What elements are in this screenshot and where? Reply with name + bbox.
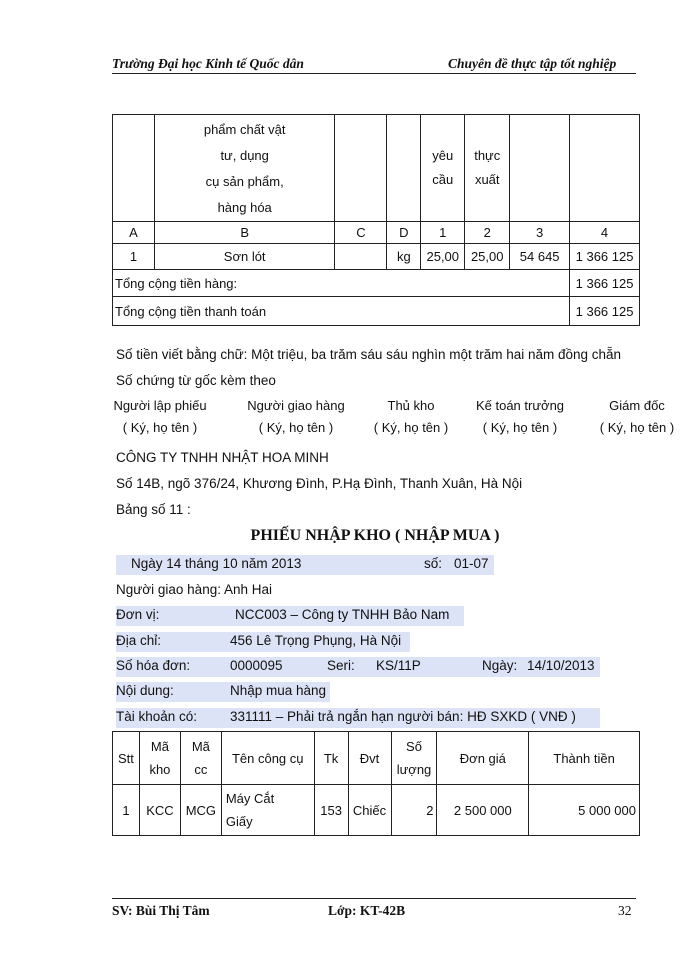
- amount-in-words: Số tiền viết bằng chữ: Một triệu, ba trăm sáu sáu nghìn một trăm hai năm đồng chẵn: [116, 347, 622, 362]
- row-code: [335, 244, 387, 270]
- requested-label-line: yêu: [432, 148, 454, 163]
- invoice-date-value: 14/10/2013: [527, 658, 595, 673]
- signature-note: ( Ký, họ tên ): [122, 420, 198, 435]
- header-label-line: cc: [194, 762, 208, 777]
- receipt-date: Ngày 14 tháng 10 năm 2013: [131, 556, 302, 571]
- signature-role: Người lập phiếu: [113, 398, 207, 413]
- signature-chief-accountant: [467, 398, 573, 435]
- row-amount: 5 000 000: [529, 785, 640, 836]
- company-address: Số 14B, ngõ 376/24, Khương Đình, P.Hạ Đình, Thanh Xuân, Hà Nội: [116, 476, 523, 491]
- header-warehouse-code: [139, 732, 180, 785]
- header-label-line: Đvt: [359, 750, 380, 766]
- goods-table: [112, 114, 640, 326]
- footer-rule: [112, 898, 636, 899]
- signature-deliverer: [235, 398, 357, 435]
- total-goods-value: 1 366 125: [570, 270, 640, 297]
- code-cell: 1: [421, 222, 465, 244]
- signature-note: ( Ký, họ tên ): [482, 420, 558, 435]
- row-name: Sơn lót: [154, 244, 335, 270]
- total-payment-value: 1 366 125: [570, 297, 640, 326]
- item-name-label-line: hàng hóa: [217, 200, 272, 215]
- row-requested: 25,00: [421, 244, 465, 270]
- row-stt: 1: [113, 244, 155, 270]
- header-account: [314, 732, 348, 785]
- item-name-label-line: phẩm chất vật: [203, 122, 286, 137]
- total-payment-row: [113, 297, 640, 326]
- header-tool-name: [221, 732, 314, 785]
- invoice-date-label: Ngày:: [482, 658, 518, 673]
- header-label-line: Tk: [323, 750, 339, 766]
- seri-label: Seri:: [327, 658, 355, 673]
- receipt-header-row: [113, 732, 640, 785]
- goods-header-item-cell: [154, 115, 335, 222]
- row-unit: Chiếc: [348, 785, 391, 836]
- header-stt: [113, 732, 140, 785]
- page-number: 32: [618, 903, 632, 918]
- code-cell: 2: [465, 222, 510, 244]
- signature-role: Giám đốc: [609, 398, 665, 413]
- header-quantity: [391, 732, 437, 785]
- header-label-line: Số: [406, 739, 422, 754]
- header-unit: [348, 732, 391, 785]
- header-title: Chuyên đề thực tập tốt nghiệp: [448, 56, 617, 71]
- unit-value: NCC003 – Công ty TNHH Bảo Nam: [235, 607, 450, 622]
- table-row: [113, 244, 640, 270]
- row-warehouse: KCC: [139, 785, 180, 836]
- total-goods-row: [113, 270, 640, 297]
- actual-label-line: xuất: [474, 172, 500, 187]
- header-label-line: Mã: [150, 739, 169, 754]
- actual-label-line: thực: [474, 148, 501, 163]
- signature-block: [113, 398, 693, 444]
- row-tool-code: MCG: [180, 785, 221, 836]
- row-account: 153: [314, 785, 348, 836]
- header-stt-label: Stt: [118, 750, 134, 766]
- code-cell: 4: [570, 222, 640, 244]
- tool-name-line: Máy Cắt: [225, 791, 275, 806]
- total-goods-label: Tổng cộng tiền hàng:: [113, 270, 570, 297]
- header-school: Trường Đại học Kinh tế Quốc dân: [112, 56, 304, 71]
- deliverer: Người giao hàng: Anh Hai: [116, 582, 272, 597]
- row-stt: 1: [113, 785, 140, 836]
- requested-label-line: cầu: [432, 172, 454, 187]
- header-amount: [529, 732, 640, 785]
- signature-storekeeper: [361, 398, 461, 435]
- row-unit-price: 2 500 000: [437, 785, 529, 836]
- footer-student: SV: Bùi Thị Tâm: [112, 903, 210, 918]
- table-number: Bảng số 11 :: [116, 502, 191, 517]
- signature-note: ( Ký, họ tên ): [599, 420, 675, 435]
- tool-name-line: Giấy: [225, 814, 253, 829]
- header-label-line: Thành tiền: [553, 750, 615, 766]
- code-cell: C: [335, 222, 387, 244]
- header-unit-price: [437, 732, 529, 785]
- row-tool-name: [221, 785, 314, 836]
- item-name-label-line: tư, dụng: [220, 148, 269, 163]
- header-label-line: kho: [149, 762, 171, 777]
- page-title: PHIẾU NHẬP KHO ( NHẬP MUA ): [250, 527, 500, 544]
- content-value: Nhập mua hàng: [230, 683, 327, 698]
- footer-class: Lớp: KT-42B: [328, 903, 406, 918]
- invoice-label: Số hóa đơn:: [116, 658, 191, 673]
- account-value: 331111 – Phải trả ngắn hạn người bán: HĐ SXKD ( VNĐ ): [230, 709, 576, 724]
- receipt-table: [112, 731, 640, 836]
- signature-role: Người giao hàng: [247, 398, 345, 413]
- invoice-value: 0000095: [230, 658, 283, 673]
- code-cell: B: [154, 222, 335, 244]
- table-row: [113, 785, 640, 836]
- address-label: Địa chỉ:: [116, 633, 162, 648]
- row-actual: 25,00: [465, 244, 510, 270]
- signature-director: [587, 398, 687, 435]
- header-label-line: Tên công cụ: [231, 750, 304, 766]
- receipt-number: 01-07: [454, 556, 489, 571]
- signature-preparer: [113, 398, 207, 435]
- actual-qty-header: [465, 115, 510, 222]
- row-unit: kg: [387, 244, 421, 270]
- unit-label: Đơn vị:: [116, 607, 160, 622]
- header-tool-code: [180, 732, 221, 785]
- row-amount: 1 366 125: [570, 244, 640, 270]
- row-quantity: 2: [391, 785, 437, 836]
- requested-qty-header: [421, 115, 465, 222]
- account-label: Tài khoản có:: [116, 709, 198, 724]
- content-label: Nội dung:: [116, 683, 174, 698]
- signature-note: ( Ký, họ tên ): [373, 420, 449, 435]
- company-name: CÔNG TY TNHH NHẬT HOA MINH: [116, 450, 329, 465]
- signature-role: Thủ kho: [387, 398, 435, 413]
- code-cell: D: [387, 222, 421, 244]
- column-code-row: [113, 222, 640, 244]
- header-label-line: Mã: [191, 739, 210, 754]
- receipt-number-label: số:: [424, 556, 443, 571]
- row-price: 54 645: [510, 244, 570, 270]
- signature-note: ( Ký, họ tên ): [258, 420, 334, 435]
- header-label-line: lượng: [396, 762, 432, 777]
- goods-header-continued: [113, 115, 640, 222]
- code-cell: A: [113, 222, 155, 244]
- item-name-label-line: cụ sản phẩm,: [205, 174, 284, 189]
- header-rule: [112, 73, 636, 74]
- attached-documents: Số chứng từ gốc kèm theo: [116, 373, 276, 388]
- total-payment-label: Tổng cộng tiền thanh toán: [113, 297, 570, 326]
- address-value: 456 Lê Trọng Phụng, Hà Nội: [230, 633, 402, 648]
- seri-value: KS/11P: [376, 658, 421, 673]
- code-cell: 3: [510, 222, 570, 244]
- signature-role: Kế toán trưởng: [475, 398, 565, 413]
- header-label-line: Đơn giá: [459, 750, 506, 766]
